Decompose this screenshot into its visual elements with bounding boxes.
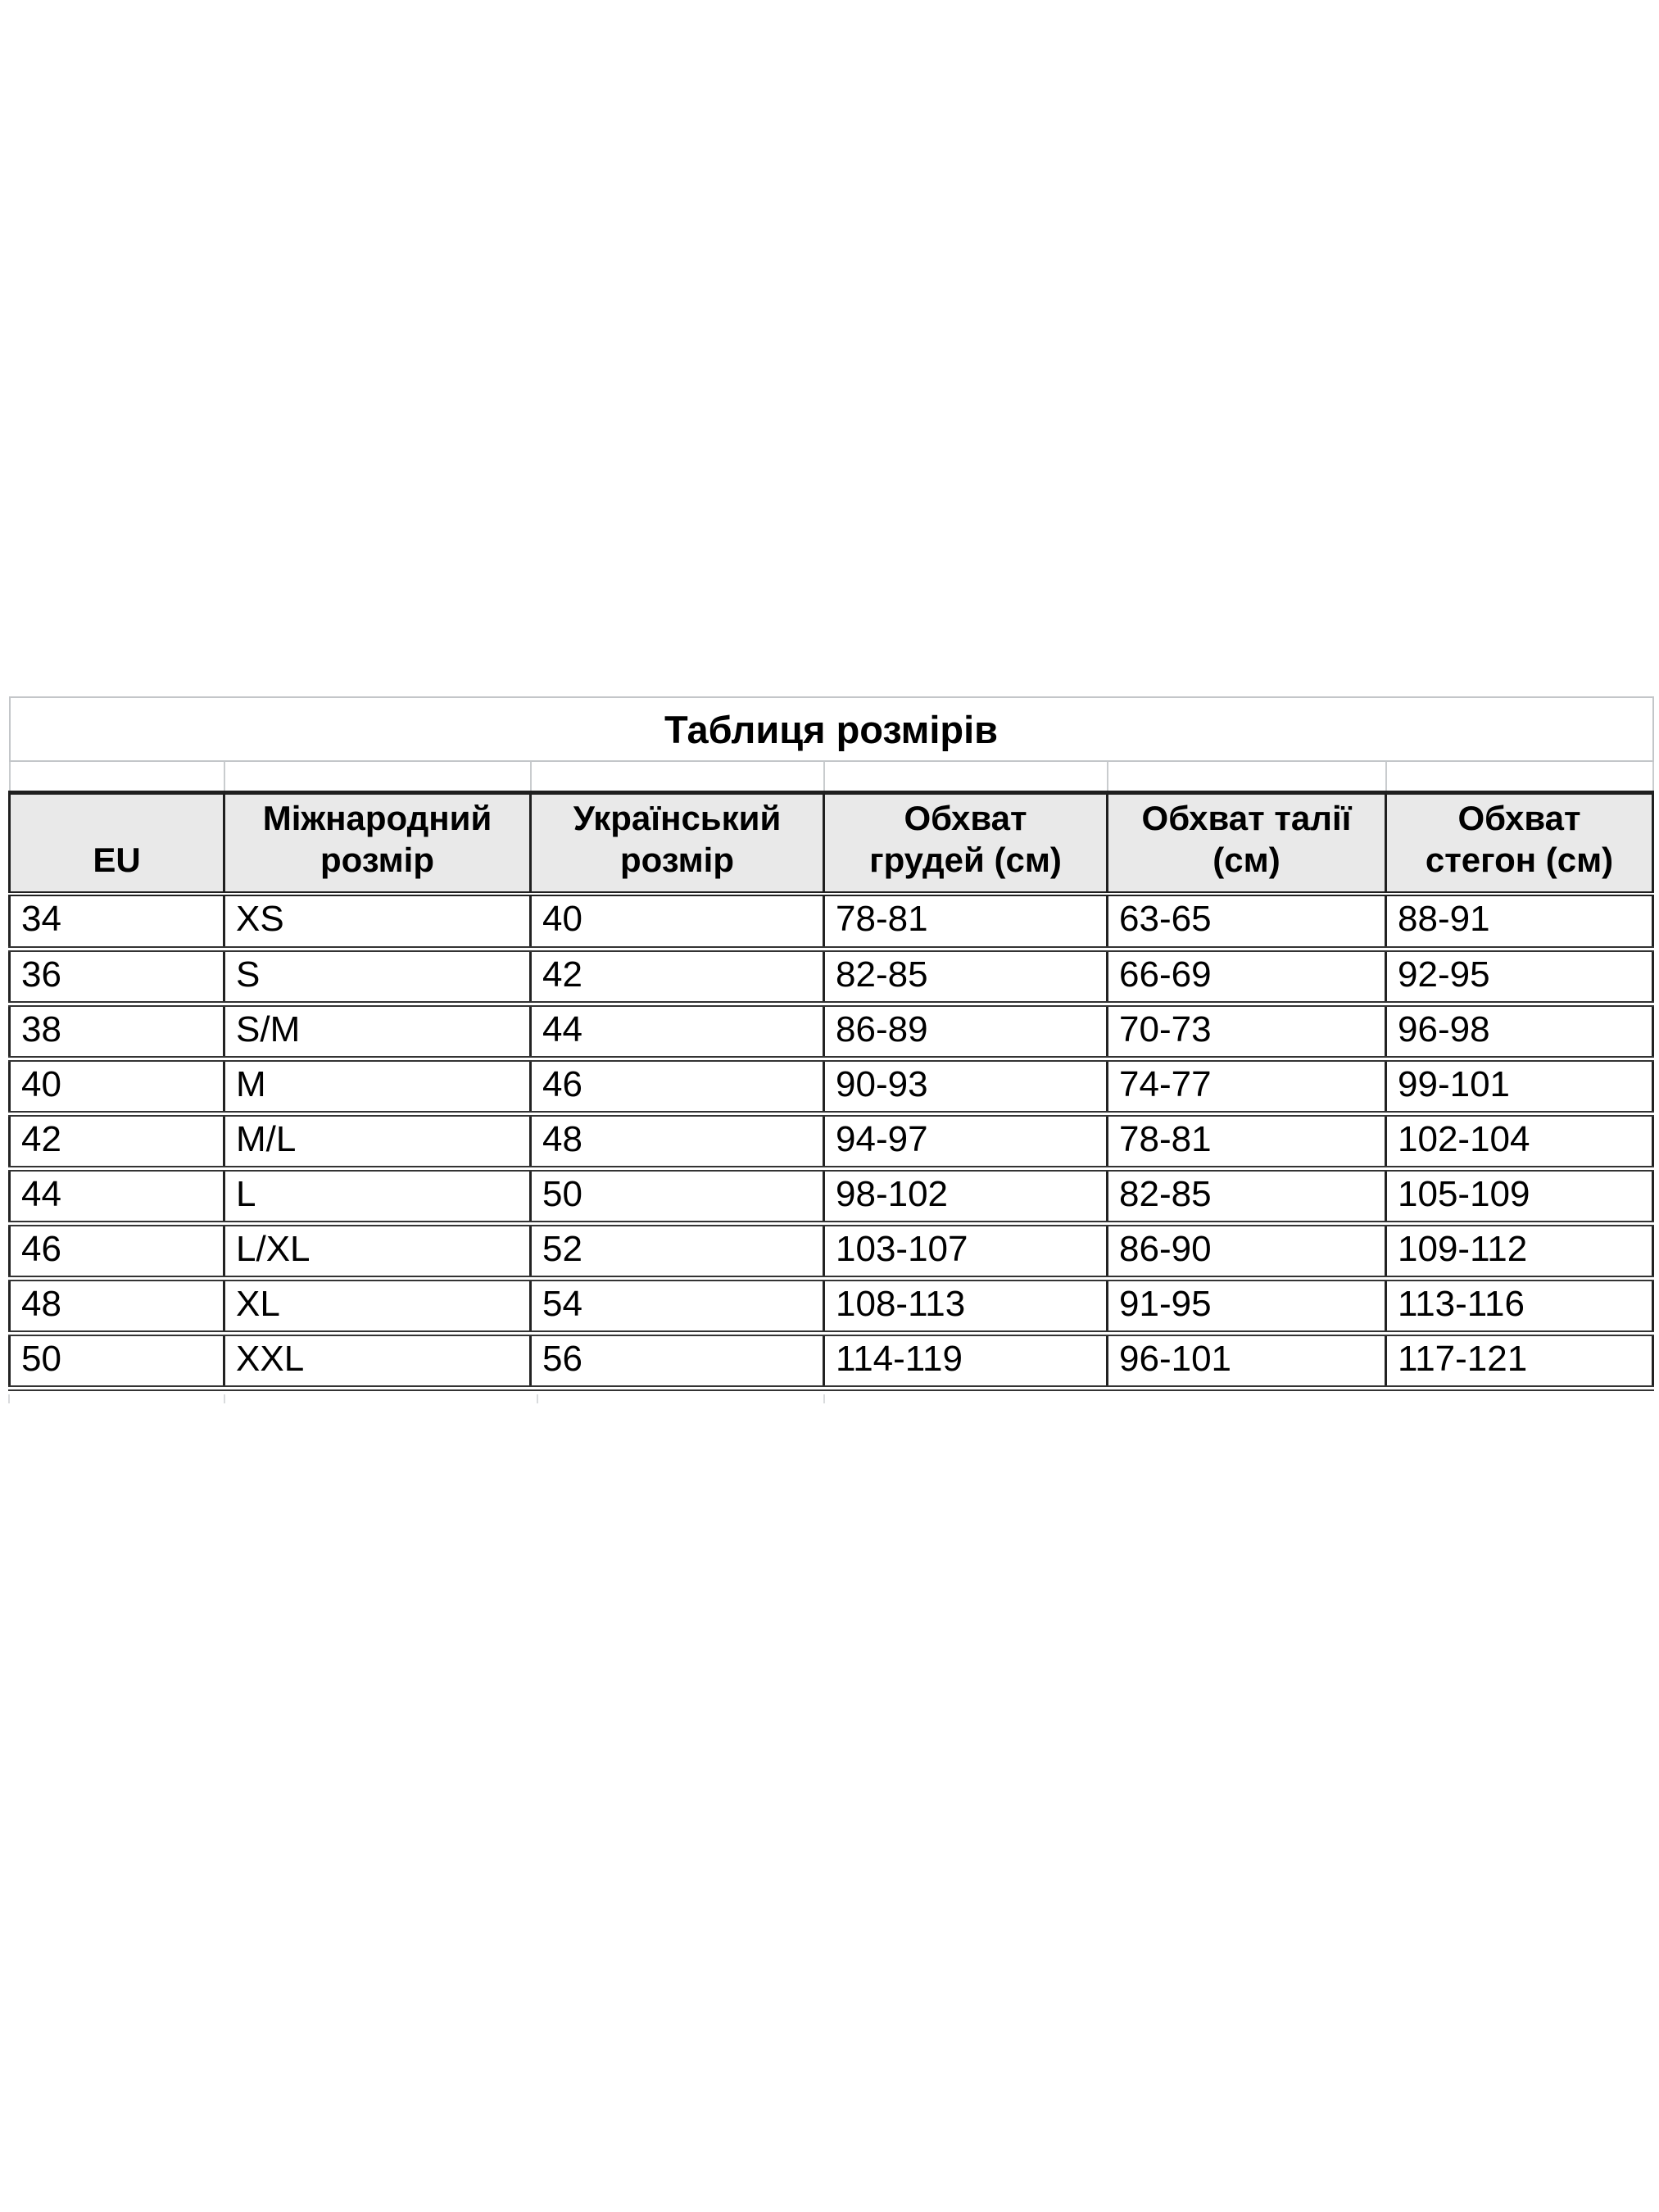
header-line: Обхват <box>1457 799 1581 837</box>
size-cell: 40 <box>10 1058 224 1113</box>
header-line: грудей (см) <box>869 841 1062 879</box>
size-cell: 105-109 <box>1386 1168 1653 1223</box>
gridline-stub <box>537 1394 538 1403</box>
table-title: Таблиця розмірів <box>10 697 1653 761</box>
table-row <box>10 949 1653 1004</box>
size-cell: 70-73 <box>1108 1004 1386 1058</box>
spacer-row <box>10 761 1653 792</box>
size-cell: L <box>224 1168 531 1223</box>
column-header-ukrainian-size <box>531 792 824 894</box>
size-cell: 48 <box>531 1113 824 1168</box>
size-cell: 50 <box>531 1168 824 1223</box>
size-cell: 82-85 <box>824 949 1108 1004</box>
header-line: Міжнародний <box>262 799 492 837</box>
size-cell: 94-97 <box>824 1113 1108 1168</box>
gridline-stub <box>823 1394 825 1403</box>
spacer-cell <box>531 761 824 792</box>
size-cell: 50 <box>10 1333 224 1388</box>
column-header-waist <box>1108 792 1386 894</box>
header-line: Український <box>573 799 782 837</box>
spacer-cell <box>824 761 1108 792</box>
header-line: розмір <box>620 841 734 879</box>
size-cell: 63-65 <box>1108 894 1386 949</box>
size-cell: 54 <box>531 1278 824 1333</box>
size-cell: 44 <box>10 1168 224 1223</box>
column-header-eu <box>10 792 224 894</box>
size-cell: 113-116 <box>1386 1278 1653 1333</box>
size-cell: 114-119 <box>824 1333 1108 1388</box>
size-cell: 74-77 <box>1108 1058 1386 1113</box>
size-cell: M/L <box>224 1113 531 1168</box>
table-row <box>10 1168 1653 1223</box>
column-header-international-size <box>224 792 531 894</box>
table-row <box>10 1113 1653 1168</box>
size-cell: 66-69 <box>1108 949 1386 1004</box>
size-cell: 108-113 <box>824 1278 1108 1333</box>
header-line: EU <box>93 841 141 879</box>
size-cell: 36 <box>10 949 224 1004</box>
table-row <box>10 1278 1653 1333</box>
spacer-cell <box>1108 761 1386 792</box>
table-row <box>10 894 1653 949</box>
size-cell: 40 <box>531 894 824 949</box>
header-line: стегон (см) <box>1425 841 1614 879</box>
size-cell: 78-81 <box>824 894 1108 949</box>
header-line: Обхват талії <box>1141 799 1352 837</box>
header-line: (см) <box>1213 841 1281 879</box>
size-cell: 103-107 <box>824 1223 1108 1278</box>
size-cell: XS <box>224 894 531 949</box>
size-cell: S/M <box>224 1004 531 1058</box>
column-header-chest <box>824 792 1108 894</box>
column-header-hips <box>1386 792 1653 894</box>
size-cell: 46 <box>10 1223 224 1278</box>
size-cell: 82-85 <box>1108 1168 1386 1223</box>
size-cell: 96-98 <box>1386 1004 1653 1058</box>
size-cell: 117-121 <box>1386 1333 1653 1388</box>
size-cell: 98-102 <box>824 1168 1108 1223</box>
table-row <box>10 1004 1653 1058</box>
size-cell: 48 <box>10 1278 224 1333</box>
size-cell: XXL <box>224 1333 531 1388</box>
spacer-cell <box>224 761 531 792</box>
table-row <box>10 1058 1653 1113</box>
spacer-cell <box>10 761 224 792</box>
size-cell: 88-91 <box>1386 894 1653 949</box>
size-cell: L/XL <box>224 1223 531 1278</box>
size-cell: 96-101 <box>1108 1333 1386 1388</box>
header-line: Обхват <box>904 799 1027 837</box>
size-cell: 38 <box>10 1004 224 1058</box>
table-row <box>10 1333 1653 1388</box>
gridline-stub <box>224 1394 225 1403</box>
title-row <box>10 697 1653 761</box>
size-table <box>8 696 1654 1391</box>
size-cell: 34 <box>10 894 224 949</box>
size-cell: 42 <box>531 949 824 1004</box>
size-cell: S <box>224 949 531 1004</box>
size-cell: 91-95 <box>1108 1278 1386 1333</box>
size-cell: 42 <box>10 1113 224 1168</box>
size-cell: 92-95 <box>1386 949 1653 1004</box>
table-row <box>10 1223 1653 1278</box>
spacer-cell <box>1386 761 1653 792</box>
size-cell: 86-90 <box>1108 1223 1386 1278</box>
size-cell: 109-112 <box>1386 1223 1653 1278</box>
size-cell: XL <box>224 1278 531 1333</box>
size-cell: 99-101 <box>1386 1058 1653 1113</box>
header-line: розмір <box>320 841 434 879</box>
header-row <box>10 792 1653 894</box>
size-cell: 102-104 <box>1386 1113 1653 1168</box>
size-cell: 86-89 <box>824 1004 1108 1058</box>
gridline-stub <box>8 1394 10 1403</box>
size-cell: 44 <box>531 1004 824 1058</box>
size-cell: 78-81 <box>1108 1113 1386 1168</box>
size-cell: 46 <box>531 1058 824 1113</box>
size-cell: 52 <box>531 1223 824 1278</box>
size-cell: M <box>224 1058 531 1113</box>
size-cell: 56 <box>531 1333 824 1388</box>
size-cell: 90-93 <box>824 1058 1108 1113</box>
